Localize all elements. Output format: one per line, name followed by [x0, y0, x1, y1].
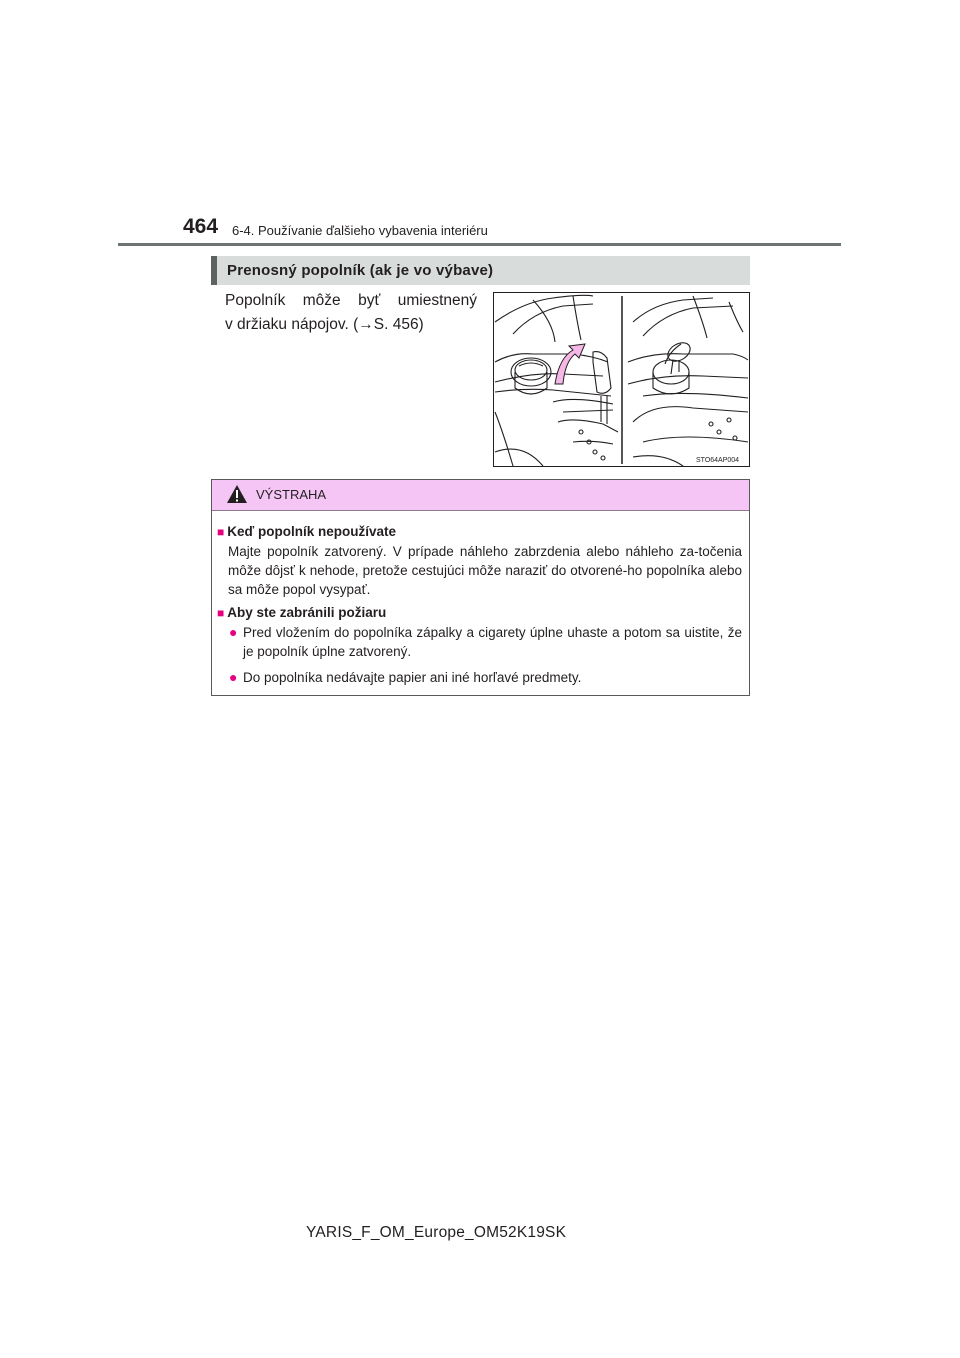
warning-subheading-1: ■ Keď popolník nepoužívate [217, 524, 396, 539]
round-bullet-icon: ● [229, 669, 238, 685]
warning-title: VÝSTRAHA [256, 487, 327, 502]
page-number: 464 [183, 215, 219, 238]
chapter-title: 6-4. Používanie ďalšieho vybavenia interiéru [232, 223, 488, 238]
square-bullet-icon: ■ [217, 525, 225, 539]
warning-triangle-icon [226, 484, 248, 504]
intro-text [225, 289, 477, 337]
warning-body [212, 511, 749, 694]
figure-code: STO64AP004 [696, 457, 740, 464]
warning-paragraph: Majte popolník zatvorený. V prípade náhleho zabrzdenia alebo náhleho za-točenia môže dôjsť k nehode, pretože cestujúci môže naraziť do otvorené-ho popolníka alebo sa môže popol vysypať. [228, 544, 742, 597]
footer-doc-id: YARIS_F_OM_Europe_OM52K19SK [306, 1224, 567, 1241]
intro-line-1: Popolník môže byť umiestnený [225, 292, 477, 309]
warning-bullet-2: ● Do popolníka nedávajte papier ani iné horľavé predmety. [229, 669, 582, 685]
warning-header [212, 480, 749, 511]
warning-bullet-1: ● Pred vložením do popolníka zápalky a cigarety úplne uhaste a potom sa uistite, že je popolník úplne zatvorený. [229, 624, 742, 659]
header-divider [118, 243, 841, 246]
round-bullet-icon: ● [229, 624, 238, 640]
ashtray-illustration [493, 292, 750, 467]
warning-subheading-2: ■ Aby ste zabránili požiaru [217, 605, 387, 620]
section-heading: Prenosný popolník (ak je vo výbave) [211, 256, 750, 285]
warning-box [211, 479, 750, 696]
square-bullet-icon: ■ [217, 606, 225, 620]
intro-line-2: v držiaku nápojov. (→S. 456) [225, 316, 424, 333]
